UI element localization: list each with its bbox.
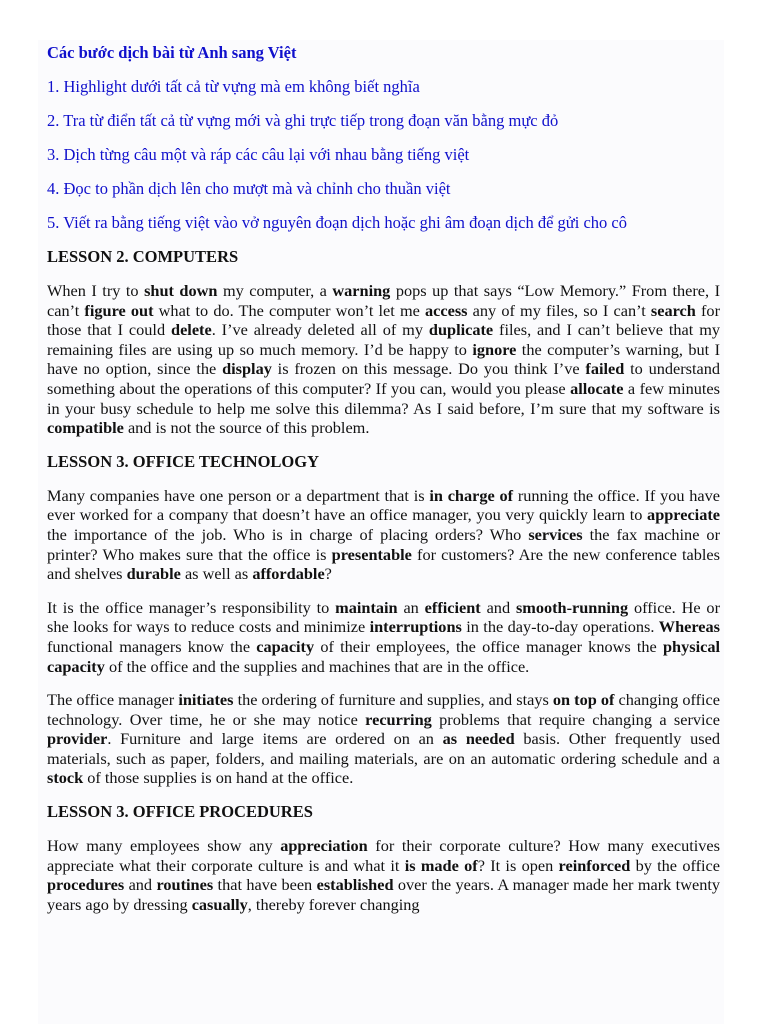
text-run: the fax machine or printer? Who makes sure that the office is: [47, 524, 720, 564]
vocabulary-term: initiates: [178, 690, 234, 710]
text-run: When I try to: [47, 281, 145, 300]
lesson-section-computers: [47, 247, 720, 438]
step-item: 1. Highlight dưới tất cả từ vựng mà em không biết nghĩa: [47, 77, 420, 96]
vocabulary-term: compatible: [47, 418, 124, 438]
text-run: Many companies have one person or a department that is: [47, 485, 430, 505]
vocabulary-term: shut down: [144, 281, 218, 300]
text-run: for their corporate culture? How many executives appreciate what their corporate culture is and what it: [47, 836, 720, 875]
paragraph: [47, 281, 720, 438]
text-run: basis. Other frequently used materials, such as paper, folders, and mailing materials, are on an automatic ordering schedule and a: [47, 729, 720, 768]
vocabulary-term: as needed: [442, 729, 515, 749]
text-run: and: [124, 875, 157, 895]
lesson-title: LESSON 3. OFFICE TECHNOLOGY: [47, 451, 320, 471]
vocabulary-term: access: [425, 300, 468, 320]
lesson-section-office-procedures: [47, 802, 720, 914]
text-run: office. He or she looks for ways to reduce costs and minimize: [47, 597, 720, 637]
vocabulary-term: Whereas: [658, 617, 720, 637]
vocabulary-term: allocate: [570, 378, 624, 398]
vocabulary-term: maintain: [335, 597, 398, 617]
steps-title: Các bước dịch bài từ Anh sang Việt: [47, 43, 297, 62]
text-run: files, and I can’t believe that my remaining files are using up so much memory. I’d be happy to: [47, 320, 721, 359]
text-run: the importance of the job. Who is in charge of placing orders? Who: [47, 524, 529, 544]
vocabulary-term: affordable: [252, 564, 325, 584]
vocabulary-term: services: [528, 524, 583, 544]
vocabulary-term: reinforced: [558, 855, 631, 875]
vocabulary-term: physical capacity: [47, 636, 720, 676]
vocabulary-term: smooth-running: [515, 597, 629, 617]
text-run: and is not the source of this problem.: [123, 418, 370, 438]
text-run: . I’ve already deleted all of my: [211, 320, 429, 340]
text-run: ? It is open: [477, 855, 559, 875]
text-run: It is the office manager’s responsibility to: [47, 597, 336, 617]
text-run: over the years. A manager made her mark twenty years ago by dressing: [47, 875, 720, 914]
text-run: pops up that says “Low Memory.” From there, I can’t: [47, 281, 721, 320]
text-run: and: [480, 597, 516, 617]
text-run: a few minutes in your busy schedule to help me solve this dilemma? As I said before, I’m sure that my software is: [47, 378, 720, 418]
text-run: for those that I could: [47, 300, 720, 340]
vocabulary-term: provider: [47, 729, 108, 749]
steps-list: [47, 77, 720, 233]
vocabulary-term: on top of: [552, 690, 615, 710]
text-run: . Furniture and large items are ordered on an: [107, 729, 443, 749]
paragraph: [47, 598, 720, 676]
lesson-title: LESSON 3. OFFICE PROCEDURES: [47, 802, 313, 822]
text-run: my computer, a: [217, 281, 333, 300]
vocabulary-term: efficient: [424, 597, 481, 617]
step-item: 5. Viết ra bằng tiếng việt vào vở nguyên đoạn dịch hoặc ghi âm đoạn dịch để gửi cho cô: [47, 213, 627, 232]
text-run: problems that require changing a service: [431, 709, 720, 729]
text-run: How many employees show any: [47, 836, 281, 856]
text-run: functional managers know the: [47, 636, 257, 656]
vocabulary-term: warning: [332, 281, 391, 300]
vocabulary-term: durable: [126, 564, 181, 584]
text-run: in the day-to-day operations.: [461, 617, 659, 637]
vocabulary-term: is made of: [404, 855, 478, 875]
document-page: [38, 40, 724, 1024]
text-run: running the office. If you have ever worked for a company that doesn’t have an office manager, you very quickly learn to: [47, 485, 721, 525]
step-item: 2. Tra từ điển tất cả từ vựng mới và ghi trực tiếp trong đoạn văn bằng mực đỏ: [47, 111, 559, 130]
text-run: the ordering of furniture and supplies, and stays: [233, 690, 553, 710]
vocabulary-term: presentable: [331, 544, 412, 564]
text-run: any of my files, so I can’t: [467, 300, 651, 320]
text-run: as well as: [180, 564, 253, 584]
text-run: the computer’s warning, but I have no option, since the: [47, 339, 721, 379]
text-run: is frozen on this message. Do you think I’ve: [271, 359, 586, 379]
paragraph: [47, 486, 720, 584]
vocabulary-term: display: [222, 359, 272, 379]
vocabulary-term: delete: [171, 320, 212, 340]
step-item: 4. Đọc to phần dịch lên cho mượt mà và chỉnh cho thuần việt: [47, 179, 451, 198]
text-run: what to do. The computer won’t let me: [153, 300, 425, 320]
vocabulary-term: in charge of: [429, 485, 514, 505]
text-run: , thereby forever changing: [247, 894, 420, 914]
text-run: The office manager: [47, 690, 179, 710]
vocabulary-term: stock: [47, 768, 84, 788]
vocabulary-term: appreciation: [280, 836, 368, 856]
paragraph: [47, 690, 720, 788]
vocabulary-term: interruptions: [369, 617, 462, 637]
vocabulary-term: routines: [156, 875, 214, 895]
vocabulary-term: casually: [191, 894, 248, 914]
text-run: that have been: [213, 875, 317, 895]
vocabulary-term: figure out: [84, 300, 154, 320]
text-run: changing office technology. Over time, he or she may notice: [47, 690, 720, 729]
paragraph: [47, 836, 720, 914]
vocabulary-term: search: [650, 300, 696, 320]
vocabulary-term: appreciate: [647, 505, 720, 525]
vocabulary-term: recurring: [365, 709, 432, 729]
step-item: 3. Dịch từng câu một và ráp các câu lại với nhau bằng tiếng việt: [47, 145, 470, 164]
lesson-section-office-technology: [47, 452, 720, 788]
vocabulary-term: failed: [585, 359, 625, 379]
vocabulary-term: procedures: [47, 875, 125, 895]
vocabulary-term: ignore: [472, 339, 517, 359]
text-run: ?: [324, 564, 332, 584]
vocabulary-term: duplicate: [428, 320, 494, 340]
text-run: of their employees, the office manager knows the: [314, 636, 663, 656]
text-run: for customers? Are the new conference tables and shelves: [47, 544, 720, 584]
vocabulary-term: established: [316, 875, 394, 895]
text-run: of those supplies is on hand at the office.: [83, 768, 354, 788]
text-run: by the office: [630, 855, 720, 875]
text-run: to understand something about the operations of this computer? If you can, would you please: [47, 359, 721, 398]
lesson-title: LESSON 2. COMPUTERS: [47, 247, 239, 266]
text-run: an: [397, 597, 425, 617]
vocabulary-term: capacity: [256, 636, 315, 656]
text-run: of the office and the supplies and machines that are in the office.: [104, 656, 530, 676]
